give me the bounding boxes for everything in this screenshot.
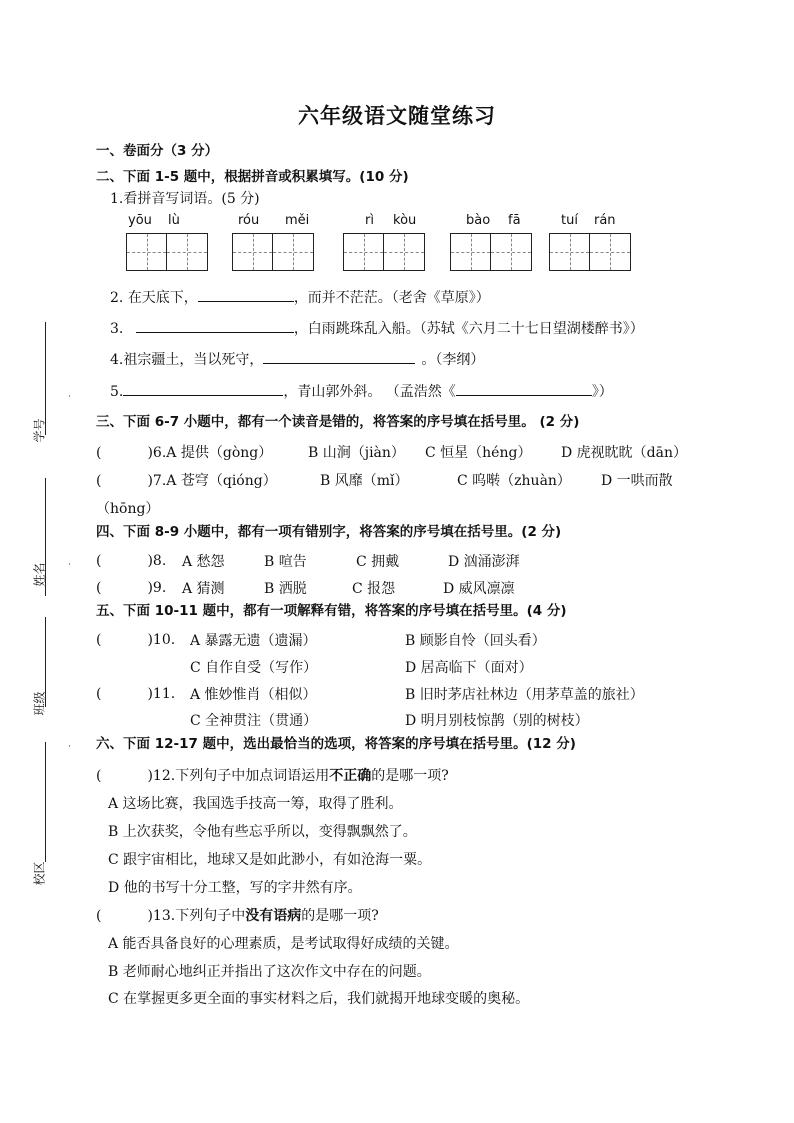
grid-cell[interactable]	[451, 234, 491, 270]
q9-num: )9.	[147, 580, 167, 596]
grid-cell[interactable]	[550, 234, 590, 270]
q10-paren: (	[96, 632, 102, 648]
q11-num: )11.	[147, 686, 176, 702]
q5-blank-2[interactable]	[456, 381, 592, 396]
q6-b: B 山涧（jiàn）	[308, 445, 405, 461]
q10-b: B 顾影自怜（回头看）	[405, 633, 546, 649]
q12-option-c: C 跟宇宙相比，地球又是如此渺小，有如沧海一粟。	[108, 852, 432, 868]
q10-d: D 居高临下（面对）	[405, 660, 533, 676]
writing-grid-3[interactable]	[343, 233, 425, 271]
q8-d: D 汹涌澎湃	[448, 554, 520, 570]
page-title: 六年级语文随堂练习	[298, 104, 496, 128]
grid-cell[interactable]	[233, 234, 273, 270]
q13-emphasis: 没有语病	[245, 908, 302, 924]
q5-post: 》）	[591, 384, 613, 400]
campus-label: 校区	[32, 861, 47, 886]
q12-stem: )12.下列句子中加点词语运用	[147, 768, 330, 784]
q4-blank[interactable]	[263, 349, 415, 364]
q3-num: 3.	[110, 321, 124, 337]
question-1-label: 1.看拼音写词语。(5 分)	[110, 191, 260, 207]
q7-paren: (	[96, 473, 102, 489]
class-label: 班级	[32, 691, 47, 716]
q13-option-b: B 老师耐心地纠正并指出了这次作文中存在的问题。	[108, 964, 431, 980]
name-label: 姓名	[32, 562, 47, 587]
q8-a: A 愁怨	[182, 554, 225, 570]
section-6-heading: 六、下面 12-17 题中，选出最恰当的选项，将答案的序号填在括号里。(12 分)	[96, 736, 576, 752]
grid-cell[interactable]	[127, 234, 167, 270]
pinyin-5b: rán	[594, 213, 616, 228]
pinyin-2b: měi	[285, 213, 310, 228]
q13-option-c: C 在掌握更多更全面的事实材料之后，我们就揭开地球变暖的奥秘。	[108, 991, 530, 1007]
q11-paren: (	[96, 686, 102, 702]
q9-d: D 威风凛凛	[443, 581, 515, 597]
q7-c: C 呜啭（zhuàn）	[457, 473, 571, 489]
q6-num: )6.	[147, 445, 167, 461]
q13-option-a: A 能否具备良好的心理素质，是考试取得好成绩的关键。	[108, 936, 459, 952]
q9-answer[interactable]	[101, 578, 147, 592]
q7-d: D 一哄而散	[601, 473, 673, 489]
q12-option-a: A 这场比赛，我国选手技高一筹，取得了胜利。	[108, 796, 403, 812]
writing-grid-5[interactable]	[549, 233, 631, 271]
question-6	[96, 442, 272, 462]
writing-grid-1[interactable]	[126, 233, 208, 271]
grid-cell[interactable]	[167, 234, 207, 270]
q2-num: 2.	[110, 290, 124, 306]
q12-paren: (	[96, 768, 102, 784]
pinyin-4a: bào	[466, 213, 491, 228]
margin-tick: ·	[68, 392, 71, 402]
q10-c: C 自作自受（写作）	[190, 660, 318, 676]
section-5-heading: 五、下面 10-11 题中，都有一项解释有错，将答案的序号填在括号里。(4 分)	[96, 603, 567, 619]
grid-cell[interactable]	[590, 234, 630, 270]
pinyin-3b: kòu	[393, 213, 417, 228]
q6-a: A 提供（gòng）	[166, 445, 273, 461]
writing-grid-2[interactable]	[232, 233, 314, 271]
margin-tick: ·	[68, 742, 71, 752]
q3-post: ，白雨跳珠乱入船。（苏轼《六月二十七日望湖楼醉书》）	[293, 321, 644, 337]
q6-answer[interactable]	[101, 443, 147, 457]
q12-option-b: B 上次获奖，令他有些忘乎所以，变得飘飘然了。	[108, 824, 417, 840]
q5-blank-1[interactable]	[123, 381, 283, 396]
student-id-label: 学号	[32, 418, 47, 443]
question-5	[110, 381, 613, 401]
q8-b: B 喧告	[264, 554, 307, 570]
q10-a: A 暴露无遗（遗漏）	[190, 633, 317, 649]
question-11	[96, 684, 175, 702]
writing-grid-4[interactable]	[450, 233, 532, 271]
grid-cell[interactable]	[273, 234, 313, 270]
q6-d: D 虎视眈眈（dān）	[561, 445, 687, 461]
q4-post: 。（李纲）	[421, 352, 485, 368]
q9-paren: (	[96, 580, 102, 596]
grid-cell[interactable]	[344, 234, 384, 270]
q7-answer[interactable]	[101, 471, 147, 485]
q11-d: D 明月别枝惊鹊（别的树枝）	[405, 713, 589, 729]
q13-tail: 的是哪一项?	[301, 908, 379, 924]
q7-d-cont: （hōng）	[96, 501, 160, 517]
q2-blank[interactable]	[198, 287, 294, 302]
q8-paren: (	[96, 553, 102, 569]
pinyin-5a: tuí	[561, 213, 578, 228]
question-10	[96, 630, 175, 648]
pinyin-4b: fā	[508, 213, 521, 228]
question-7	[96, 470, 277, 490]
grid-cell[interactable]	[384, 234, 424, 270]
pinyin-2a: róu	[238, 213, 260, 228]
q13-stem: )13.下列句子中	[147, 908, 246, 924]
q5-mid: ，青山郭外斜。 （孟浩然《	[283, 384, 456, 400]
question-3	[110, 318, 644, 338]
q11-c: C 全神贯注（贯通）	[190, 713, 318, 729]
q9-a: A 猜测	[182, 581, 225, 597]
question-2	[110, 287, 490, 307]
question-9	[96, 578, 166, 596]
question-4	[110, 349, 484, 369]
q13-answer[interactable]	[101, 906, 147, 920]
q5-pre: 5.	[110, 384, 124, 400]
section-3-heading: 三、下面 6-7 小题中，都有一个读音是错的，将答案的序号填在括号里。 (2 分)	[96, 414, 580, 430]
q6-c: C 恒星（héng）	[425, 445, 532, 461]
q8-num: )8.	[147, 553, 167, 569]
q12-emphasis: 不正确	[329, 768, 372, 784]
grid-cell[interactable]	[491, 234, 531, 270]
q2-pre: 在天底下，	[127, 290, 198, 306]
q12-answer[interactable]	[101, 766, 147, 780]
q8-answer[interactable]	[101, 551, 147, 565]
section-2-heading: 二、下面 1-5 题中，根据拼音或积累填写。(10 分)	[96, 169, 409, 185]
pinyin-3a: rì	[365, 213, 374, 228]
q12-tail: 的是哪一项?	[371, 768, 449, 784]
q11-a: A 惟妙惟肖（相似）	[190, 687, 317, 703]
q2-post: ，而并不茫茫。（老舍《草原》）	[293, 290, 490, 306]
q6-paren: (	[96, 445, 102, 461]
q11-answer[interactable]	[101, 684, 147, 698]
q12-option-d: D 他的书写十分工整，写的字井然有序。	[108, 880, 362, 896]
q7-a: A 苍穹（qióng）	[166, 473, 277, 489]
q11-b: B 旧时茅店社林边（用茅草盖的旅社）	[405, 687, 644, 703]
q13-paren: (	[96, 908, 102, 924]
question-13	[96, 905, 379, 925]
section-1-heading: 一、卷面分（3 分）	[96, 143, 219, 159]
q9-b: B 洒脱	[264, 581, 307, 597]
q10-answer[interactable]	[101, 630, 147, 644]
question-8	[96, 551, 166, 569]
question-12	[96, 765, 449, 785]
q4-pre: 4.祖宗疆土，当以死守，	[110, 352, 264, 368]
q8-c: C 拥戴	[356, 554, 400, 570]
pinyin-1a: yōu	[128, 213, 152, 228]
pinyin-1b: lù	[168, 213, 180, 228]
binding-line-4	[45, 742, 46, 862]
q10-num: )10.	[147, 632, 176, 648]
q7-num: )7.	[147, 473, 167, 489]
margin-tick: ·	[68, 560, 71, 570]
section-4-heading: 四、下面 8-9 小题中，都有一项有错别字，将答案的序号填在括号里。(2 分)	[96, 524, 562, 540]
q9-c: C 报怨	[352, 581, 396, 597]
q3-blank[interactable]	[136, 318, 294, 333]
q7-b: B 风靡（mǐ）	[320, 473, 409, 489]
